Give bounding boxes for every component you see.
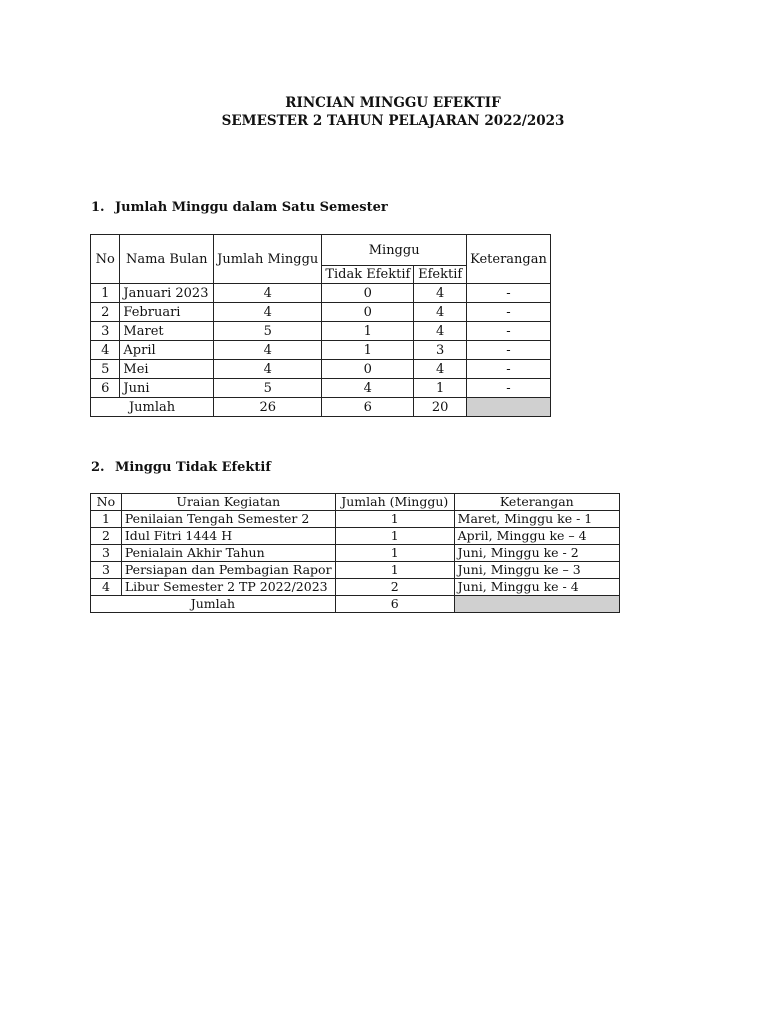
section-2-title: Minggu Tidak Efektif [115, 460, 271, 475]
table-header-row [91, 235, 551, 266]
cell-keterangan: - [467, 379, 551, 398]
cell-bulan: Juni [120, 379, 214, 398]
table-row [91, 341, 551, 360]
table-row [91, 284, 551, 303]
document-subtitle: SEMESTER 2 TAHUN PELAJARAN 2022/2023 [221, 113, 565, 129]
header-efektif: Efektif [414, 266, 467, 284]
cell-bulan: Mei [120, 360, 214, 379]
cell-jumlah: 2 [335, 579, 454, 596]
weeks-per-month-table [90, 234, 551, 417]
total-keterangan-shaded [454, 596, 619, 613]
cell-bulan: Maret [120, 322, 214, 341]
total-label: Jumlah [91, 596, 336, 613]
section-1-title: Jumlah Minggu dalam Satu Semester [115, 200, 388, 215]
header-no: No [91, 235, 120, 284]
cell-jumlah: 5 [214, 379, 322, 398]
cell-no: 1 [91, 511, 122, 528]
cell-no: 3 [91, 322, 120, 341]
cell-tidak-efektif: 1 [322, 341, 414, 360]
cell-efektif: 4 [414, 322, 467, 341]
header-uraian: Uraian Kegiatan [121, 494, 335, 511]
cell-no: 2 [91, 528, 122, 545]
cell-tidak-efektif: 0 [322, 360, 414, 379]
cell-no: 4 [91, 341, 120, 360]
cell-uraian: Penilaian Tengah Semester 2 [121, 511, 335, 528]
cell-efektif: 1 [414, 379, 467, 398]
cell-no: 4 [91, 579, 122, 596]
cell-keterangan: - [467, 341, 551, 360]
cell-tidak-efektif: 1 [322, 322, 414, 341]
cell-jumlah: 1 [335, 528, 454, 545]
total-jumlah: 6 [335, 596, 454, 613]
cell-efektif: 4 [414, 284, 467, 303]
cell-tidak-efektif: 0 [322, 284, 414, 303]
section-1-heading [91, 200, 388, 215]
header-no: No [91, 494, 122, 511]
section-1-number: 1. [91, 200, 105, 215]
cell-jumlah: 5 [214, 322, 322, 341]
cell-no: 6 [91, 379, 120, 398]
total-tidak-efektif: 6 [322, 398, 414, 417]
header-minggu: Minggu [322, 235, 467, 266]
cell-keterangan: Maret, Minggu ke - 1 [454, 511, 619, 528]
header-nama-bulan: Nama Bulan [120, 235, 214, 284]
cell-efektif: 4 [414, 360, 467, 379]
cell-tidak-efektif: 4 [322, 379, 414, 398]
total-keterangan-shaded [467, 398, 551, 417]
total-label: Jumlah [91, 398, 214, 417]
section-2-number: 2. [91, 460, 105, 475]
cell-bulan: Januari 2023 [120, 284, 214, 303]
cell-jumlah: 4 [214, 284, 322, 303]
non-effective-weeks-table [90, 493, 620, 613]
cell-keterangan: - [467, 284, 551, 303]
table-row [91, 545, 620, 562]
header-jumlah-minggu: Jumlah Minggu [214, 235, 322, 284]
cell-no: 2 [91, 303, 120, 322]
cell-keterangan: Juni, Minggu ke - 2 [454, 545, 619, 562]
table-total-row [91, 596, 620, 613]
cell-keterangan: Juni, Minggu ke – 3 [454, 562, 619, 579]
table-row [91, 322, 551, 341]
cell-efektif: 3 [414, 341, 467, 360]
table-header-row [91, 494, 620, 511]
header-keterangan: Keterangan [467, 235, 551, 284]
table-row [91, 579, 620, 596]
table-row [91, 511, 620, 528]
cell-jumlah: 1 [335, 511, 454, 528]
cell-bulan: Februari [120, 303, 214, 322]
cell-tidak-efektif: 0 [322, 303, 414, 322]
table-row [91, 379, 551, 398]
table-total-row [91, 398, 551, 417]
cell-bulan: April [120, 341, 214, 360]
cell-no: 5 [91, 360, 120, 379]
cell-keterangan: - [467, 303, 551, 322]
cell-uraian: Libur Semester 2 TP 2022/2023 [121, 579, 335, 596]
table-row [91, 562, 620, 579]
cell-jumlah: 1 [335, 562, 454, 579]
section-2-heading [91, 460, 271, 475]
cell-efektif: 4 [414, 303, 467, 322]
table-row [91, 528, 620, 545]
cell-uraian: Idul Fitri 1444 H [121, 528, 335, 545]
cell-no: 3 [91, 545, 122, 562]
cell-uraian: Persiapan dan Pembagian Rapor [121, 562, 335, 579]
cell-jumlah: 4 [214, 341, 322, 360]
cell-uraian: Penialain Akhir Tahun [121, 545, 335, 562]
table-row [91, 303, 551, 322]
header-jumlah: Jumlah (Minggu) [335, 494, 454, 511]
table-row [91, 360, 551, 379]
header-keterangan: Keterangan [454, 494, 619, 511]
document-title: RINCIAN MINGGU EFEKTIF [285, 95, 501, 111]
cell-keterangan: Juni, Minggu ke - 4 [454, 579, 619, 596]
cell-no: 1 [91, 284, 120, 303]
total-efektif: 20 [414, 398, 467, 417]
cell-jumlah: 4 [214, 303, 322, 322]
cell-keterangan: - [467, 360, 551, 379]
cell-no: 3 [91, 562, 122, 579]
header-tidak-efektif: Tidak Efektif [322, 266, 414, 284]
total-jumlah: 26 [214, 398, 322, 417]
cell-keterangan: April, Minggu ke – 4 [454, 528, 619, 545]
cell-jumlah: 1 [335, 545, 454, 562]
cell-keterangan: - [467, 322, 551, 341]
cell-jumlah: 4 [214, 360, 322, 379]
